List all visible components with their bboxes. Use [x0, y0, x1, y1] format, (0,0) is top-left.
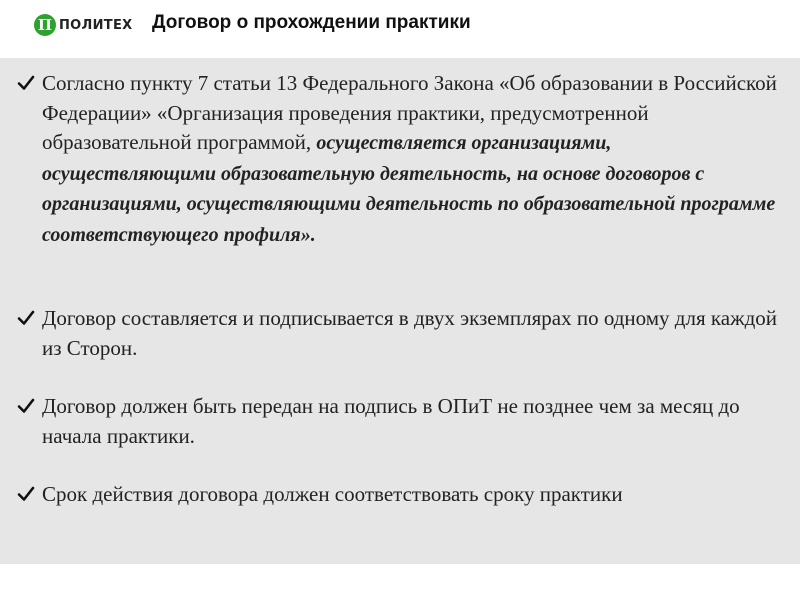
- bullet-text-emphasis: осуществляется организациями, осуществляющими образовательную деятельность, на основе договоров с организациями, осуществляющими деятельность по образовательной программе соответствующего профиля».: [42, 132, 776, 246]
- bullet-text: [42, 69, 786, 250]
- content-panel: [0, 58, 800, 564]
- checkmark-icon: [17, 485, 35, 503]
- bullet-text-regular: Согласно пункту 7 статьи 13 Федерального Закона «Об образовании в Российской Федерации» «Организация проведения практики, предусмотренной образовательной программой,: [42, 71, 777, 154]
- logo-mark-icon: [34, 14, 56, 36]
- checkmark-icon: [17, 309, 35, 327]
- checkmark-icon: [17, 397, 35, 415]
- bullet-text: Договор составляется и подписывается в двух экземплярах по одному для каждой из Сторон.: [42, 306, 778, 360]
- logo-mark-letter: П: [37, 15, 53, 34]
- checkmark-icon: [17, 74, 35, 92]
- bullet-text: Срок действия договора должен соответствовать сроку практики: [42, 482, 623, 506]
- logo-text: ПОЛИТЕХ: [59, 17, 133, 33]
- page-title: Договор о прохождении практики: [152, 12, 471, 33]
- politech-logo: [34, 12, 132, 38]
- slide-header: [0, 0, 800, 50]
- bullet-text: Договор должен быть передан на подпись в ОПиТ не позднее чем за месяц до начала практики.: [42, 394, 740, 448]
